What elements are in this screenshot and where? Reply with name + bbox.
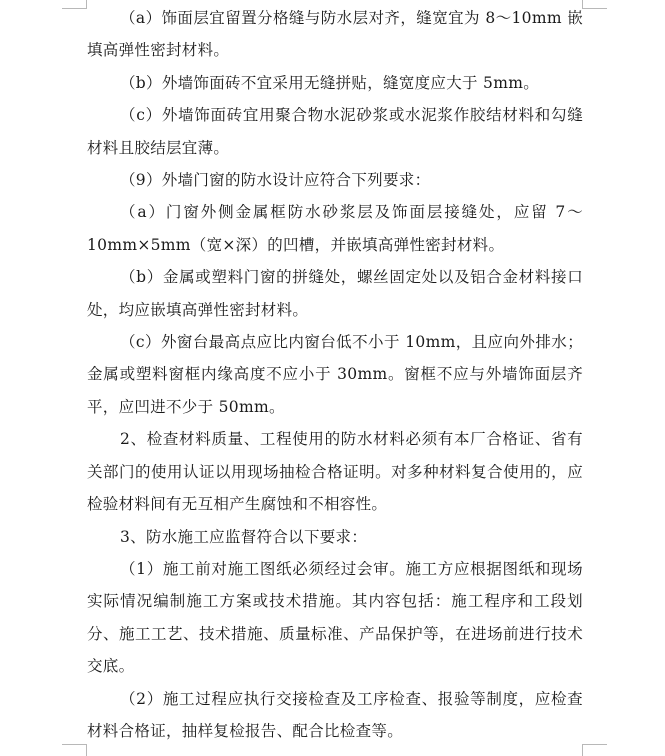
paragraph: （c）外窗台最高点应比内窗台低不小于 10mm，且应向外排水；金属或塑料窗框内缘高度不应小于 30mm。窗框不应与外墙饰面层齐平，应凹进不少于 50mm。 <box>87 333 583 416</box>
paragraph: （a）饰面层宜留置分格缝与防水层对齐，缝宽宜为 8～10mm 嵌填高弹性密封材料。 <box>87 9 583 60</box>
paragraph: （c）外墙饰面砖宜用聚合物水泥砂浆或水泥浆作胶结材料和勾缝材料且胶结层宜薄。 <box>87 106 583 157</box>
paragraph: 3、防水施工应监督符合以下要求： <box>120 527 368 546</box>
paragraph: 2、检查材料质量、工程使用的防水材料必须有本厂合格证、省有关部门的使用认证以用现场抽检合格证明。对多种材料复合使用的，应检验材料间有无互相产生腐蚀和不相容性。 <box>87 430 583 514</box>
page-corner-mark-top-left <box>62 0 87 9</box>
paragraph: （b）金属或塑料门窗的拼缝处，螺丝固定处以及铝合金材料接口处，均应嵌填高弹性密封材料。 <box>87 268 583 319</box>
page-corner-mark-bottom-left <box>62 744 87 756</box>
paragraph: （2）施工过程应执行交接检查及工序检查、报验等制度，应检查材料合格证，抽样复检报告、配合比检查等。 <box>87 689 583 740</box>
page-corner-mark-top-right <box>582 0 607 9</box>
page-corner-mark-bottom-right <box>582 744 607 756</box>
paragraph: （1）施工前对施工图纸必须经过会审。施工方应根据图纸和现场实际情况编制施工方案或技术措施。其内容包括：施工程序和工段划分、施工工艺、技术措施、质量标准、产品保护等，在进场前进行技术交底。 <box>87 559 583 676</box>
paragraph: （a）门窗外侧金属框防水砂浆层及饰面层接缝处，应留 7～10mm×5mm（宽×深）的凹槽，并嵌填高弹性密封材料。 <box>87 203 583 254</box>
paragraph: （9）外墙门窗的防水设计应符合下列要求： <box>120 171 431 190</box>
document-body <box>87 2 583 747</box>
paragraph: （b）外墙饰面砖不宜采用无缝拼贴，缝宽度应大于 5mm。 <box>120 73 540 92</box>
